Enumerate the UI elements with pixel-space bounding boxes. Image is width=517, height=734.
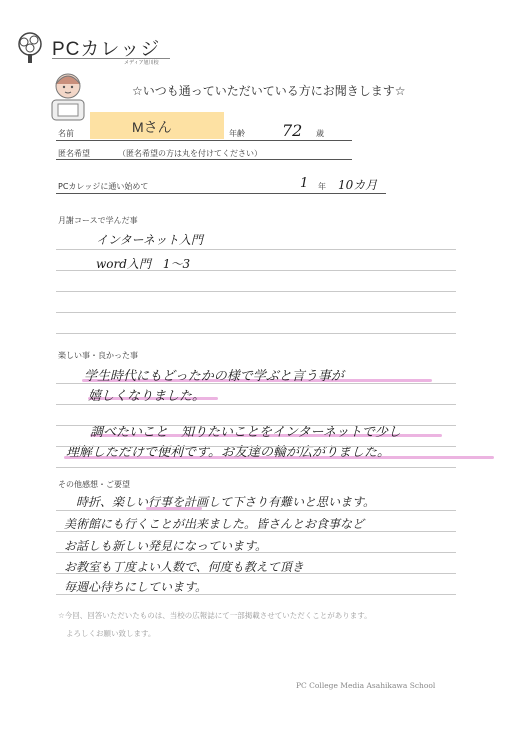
- other-line-1: 時折、楽しい行事を計画して下さり有難いと思います。: [76, 495, 376, 509]
- start-months: 10カ月: [338, 178, 378, 192]
- name-value: Mさん: [132, 119, 172, 135]
- other-line-3: お話しも新しい発見になっています。: [64, 539, 268, 553]
- tree-logo-icon: [12, 30, 48, 66]
- greeting-title: ☆いつも通っていただいている方にお聞きします☆: [132, 84, 406, 98]
- anon-label: 匿名希望: [58, 149, 90, 158]
- school-name: PC College Media Asahikawa School: [296, 681, 436, 690]
- age-value: 72: [282, 121, 303, 140]
- logo: [12, 28, 172, 68]
- other-line-5: 毎週心待ちにしています。: [64, 580, 208, 594]
- name-label: 名前: [58, 129, 74, 138]
- fun-label: 楽しい事・良かった事: [58, 351, 138, 360]
- age-unit: 歳: [316, 129, 324, 138]
- logo-text: PCカレッジ: [52, 39, 161, 60]
- course-line-2: word入門 1～3: [96, 257, 191, 271]
- anon-note: （匿名希望の方は丸を付けてください）: [118, 149, 262, 158]
- start-years: 1: [300, 176, 309, 191]
- fun-line-1: 学生時代にもどったかの様で学ぶと言う事が: [84, 369, 344, 384]
- footer-notice-line1: ☆今回、回答いただいたものは、当校の広報誌にて一部掲載させていただくことがあります。: [58, 611, 372, 620]
- fun-line-4: 理解しただけで便利です。お友達の輪が広がりました。: [66, 445, 390, 460]
- fun-line-2: 嬉しくなりました。: [88, 389, 206, 404]
- start-label: PCカレッジに通い始めて: [58, 182, 149, 191]
- other-label: その他感想・ご要望: [58, 480, 130, 489]
- footer-notice-line2: よろしくお願い致します。: [66, 629, 156, 638]
- course-line-1: インターネット入門: [96, 233, 203, 247]
- age-label: 年齢: [229, 129, 245, 138]
- person-illustration-icon: [46, 70, 92, 122]
- logo-subtitle: メディア旭川校: [124, 60, 159, 66]
- years-unit: 年: [318, 182, 326, 191]
- course-label: 月謝コースで学んだ事: [58, 216, 138, 225]
- fun-line-3: 調べたいこと 知りたいことをインターネットで少し: [90, 425, 401, 440]
- other-line-2: 美術館にも行くことが出来ました。皆さんとお食事など: [64, 517, 365, 531]
- other-line-4: お教室も丁度よい人数で、何度も教えて頂き: [64, 560, 304, 574]
